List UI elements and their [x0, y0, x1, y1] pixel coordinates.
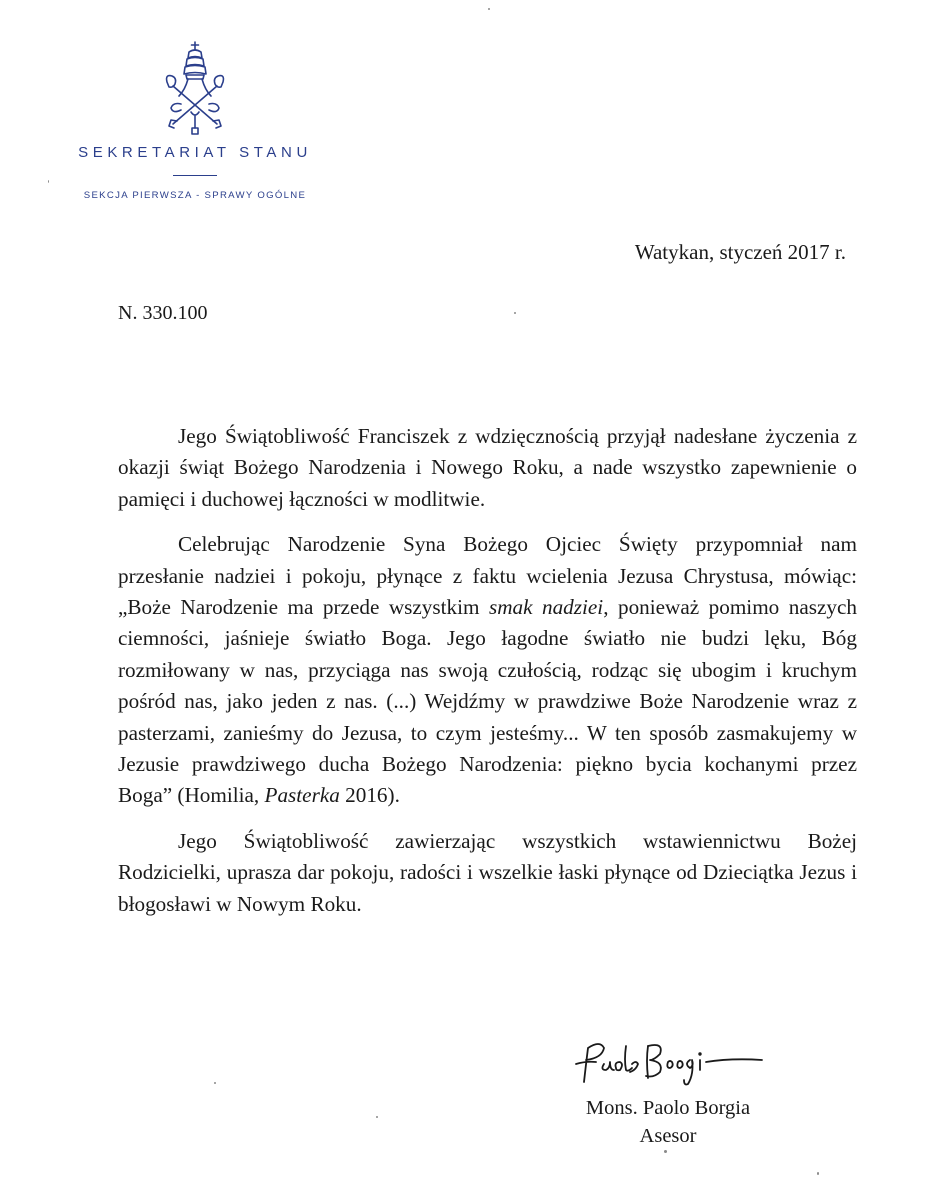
signature-block	[548, 1034, 788, 1150]
organization-name: SEKRETARIAT STANU	[78, 144, 312, 161]
scan-speck	[214, 1082, 216, 1084]
place-date: Watykan, styczeń 2017 r.	[634, 240, 846, 264]
handwritten-signature	[566, 1034, 766, 1092]
paragraph-2-italic-quote: smak nadziei	[488, 595, 604, 620]
signer-name: Mons. Paolo Borgia	[585, 1097, 751, 1119]
signer-title: Asesor	[639, 1125, 697, 1147]
paragraph-2-italic-source: Pasterka	[264, 783, 340, 808]
letter-body	[118, 421, 857, 934]
paragraph-2-part-1: Celebrując Narodzenie Syna Bożego Ojciec Święty przypomniał nam przesłanie nadziei i pokoju, płynące z faktu wcielenia Jezusa Chrystusa, mówiąc: „Boże Narodzenie ma przede wszystkim	[118, 532, 857, 620]
reference-number: N. 330.100	[118, 302, 208, 324]
papal-coat-of-arms-icon	[155, 38, 235, 138]
letterhead	[40, 38, 350, 201]
scan-speck	[817, 1172, 819, 1175]
paragraph-1: Jego Świątobliwość Franciszek z wdzięcznością przyjął nadesłane życzenia z okazji świąt Bożego Narodzenia i Nowego Roku, a nade wszystko zapewnienie o pamięci i duchowej łączności w modlitwie.	[118, 424, 857, 511]
scan-speck	[514, 312, 516, 314]
scan-speck	[664, 1150, 667, 1153]
scan-speck	[488, 8, 490, 10]
paragraph-2	[118, 529, 857, 812]
paragraph-2-part-3: 2016).	[339, 783, 400, 808]
letterhead-divider	[173, 175, 217, 176]
scan-speck	[48, 180, 49, 183]
paragraph-3: Jego Świątobliwość zawierzając wszystkich wstawiennictwu Bożej Rodzicielki, uprasza dar pokoju, radości i wszelkie łaski płynące od Dzieciątka Jezus i błogosławi w Nowym Roku.	[118, 828, 857, 916]
paragraph-2-part-2: , ponieważ pomimo naszych ciemności, jaśnieje światło Boga. Jego łagodne światło nie budzi lęku, Bóg rozmiłowany w nas, przyciąga nas swoją czułością, rodząc się ubogim i kruchym pośród nas, jako jeden z nas. (...) Wejdźmy w prawdziwe Boże Narodzenie wraz z pasterzami, zanieśmy do Jezusa, to czym jesteśmy... W ten sposób zasmakujemy w Jezusie prawdziwego ducha Bożego Narodzenia: piękno bycia kochanymi przez Boga” (Homilia,	[118, 595, 857, 808]
scan-speck	[376, 1116, 378, 1118]
organization-section: SEKCJA PIERWSZA - SPRAWY OGÓLNE	[83, 190, 307, 201]
